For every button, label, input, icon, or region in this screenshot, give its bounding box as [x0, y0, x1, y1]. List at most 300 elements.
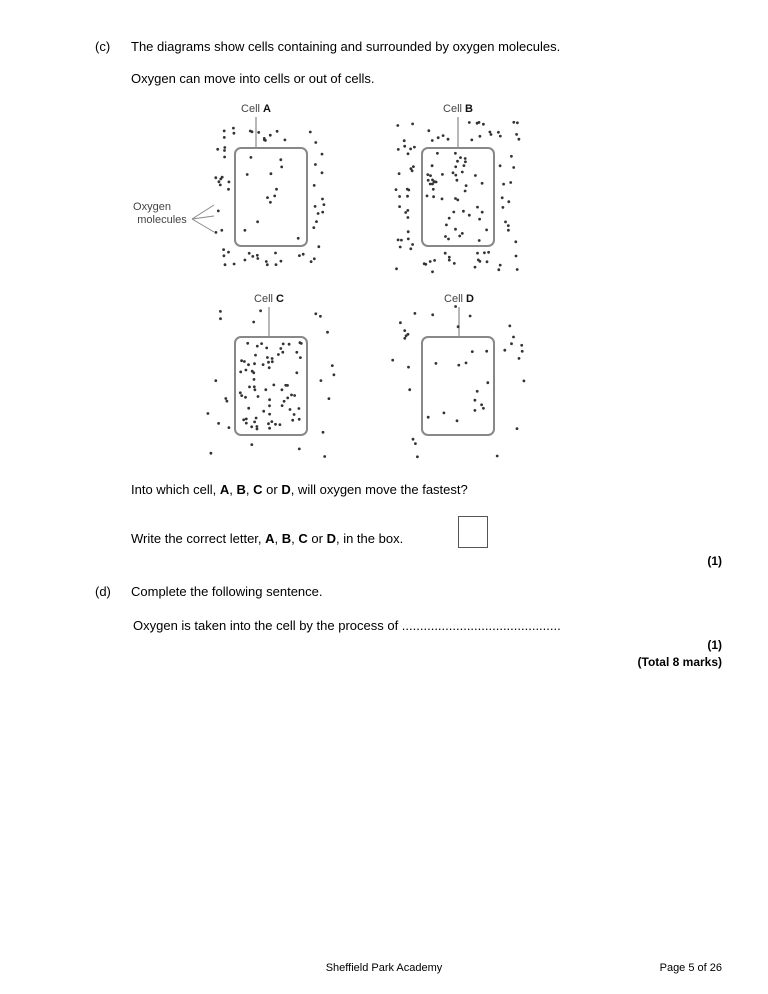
- oxygen-molecule-dot: [270, 172, 273, 175]
- oxygen-molecules-annotation: [133, 201, 214, 232]
- oxygen-molecule-dot: [247, 407, 250, 410]
- oxygen-label-line1: Oxygen: [133, 201, 171, 213]
- oxygen-molecule-dot: [444, 235, 447, 238]
- oxygen-molecule-dot: [397, 239, 400, 242]
- oxygen-molecule-dot: [280, 260, 283, 263]
- oxygen-molecule-dot: [313, 257, 316, 260]
- oxygen-molecule-dot: [255, 417, 258, 420]
- oxygen-molecule-dot: [240, 394, 243, 397]
- oxygen-molecule-dot: [269, 201, 272, 204]
- oxygen-molecule-dot: [480, 403, 483, 406]
- oxygen-molecule-dot: [289, 408, 292, 411]
- oxygen-molecule-dot: [406, 195, 409, 198]
- oxygen-molecule-dot: [256, 220, 259, 223]
- oxygen-molecule-dot: [267, 361, 270, 364]
- oxygen-molecule-dot: [233, 263, 236, 266]
- oxygen-molecule-dot: [260, 342, 263, 345]
- oxygen-molecule-dot: [403, 145, 406, 148]
- oxygen-molecule-dot: [407, 238, 410, 241]
- oxygen-molecule-dot: [251, 130, 254, 133]
- oxygen-molecule-dot: [445, 224, 448, 227]
- oxygen-molecule-dot: [300, 342, 303, 345]
- oxygen-cells-diagram: [120, 95, 540, 465]
- oxygen-molecule-dot: [400, 239, 403, 242]
- cell-a-label: Cell A: [241, 103, 271, 115]
- oxygen-molecule-dot: [431, 164, 434, 167]
- oxygen-molecule-dot: [275, 188, 278, 191]
- oxygen-molecule-dot: [263, 139, 266, 142]
- oxygen-molecule-dot: [427, 416, 430, 419]
- oxygen-molecule-dot: [282, 343, 285, 346]
- oxygen-molecule-dot: [429, 174, 432, 177]
- oxygen-molecule-dot: [407, 230, 410, 233]
- oxygen-molecule-dot: [406, 188, 409, 191]
- oxygen-molecule-dot: [302, 253, 305, 256]
- oxygen-molecule-dot: [436, 152, 439, 155]
- oxygen-molecule-dot: [457, 364, 460, 367]
- oxygen-molecule-dot: [257, 395, 260, 398]
- oxygen-molecule-dot: [431, 270, 434, 273]
- oxygen-molecule-dot: [244, 396, 247, 399]
- oxygen-molecule-dot: [271, 360, 274, 363]
- oxygen-molecule-dot: [320, 379, 323, 382]
- oxygen-molecule-dot: [516, 427, 519, 430]
- oxygen-molecule-dot: [462, 210, 465, 213]
- cell-d-group: [391, 293, 525, 458]
- oxygen-molecule-dot: [465, 184, 468, 187]
- oxygen-molecule-dot: [227, 251, 230, 254]
- oxygen-molecule-dot: [478, 239, 481, 242]
- oxygen-molecule-dot: [410, 167, 413, 170]
- oxygen-molecule-dot: [411, 243, 414, 246]
- oxygen-molecule-dot: [322, 431, 325, 434]
- oxygen-molecule-dot: [317, 212, 320, 215]
- oxygen-molecule-dot: [523, 380, 526, 383]
- oxygen-molecule-dot: [244, 259, 247, 262]
- oxygen-molecule-dot: [507, 200, 510, 203]
- oxygen-molecule-dot: [222, 248, 225, 251]
- part-d-label: (d): [95, 584, 111, 599]
- oxygen-molecule-dot: [268, 398, 271, 401]
- oxygen-molecule-dot: [454, 165, 457, 168]
- oxygen-molecule-dot: [479, 135, 482, 138]
- oxygen-molecule-dot: [216, 148, 219, 151]
- oxygen-molecule-dot: [412, 438, 415, 441]
- oxygen-molecule-dot: [267, 422, 270, 425]
- oxygen-label-line2: molecules: [137, 214, 187, 226]
- oxygen-molecule-dot: [499, 164, 502, 167]
- oxygen-molecule-dot: [246, 173, 249, 176]
- oxygen-molecule-dot: [442, 134, 445, 137]
- oxygen-molecule-dot: [474, 266, 477, 269]
- oxygen-molecule-dot: [243, 360, 246, 363]
- oxygen-molecule-dot: [295, 371, 298, 374]
- oxygen-molecule-dot: [398, 195, 401, 198]
- oxygen-molecule-dot: [214, 176, 217, 179]
- oxygen-molecule-dot: [515, 255, 518, 258]
- oxygen-molecule-dot: [245, 369, 248, 372]
- oxygen-molecule-dot: [411, 123, 414, 126]
- cell-c-label: Cell C: [254, 293, 284, 305]
- oxygen-molecule-dot: [269, 134, 272, 137]
- oxygen-molecule-dot: [452, 211, 455, 214]
- oxygen-molecule-dot: [414, 442, 417, 445]
- oxygen-molecule-dot: [299, 356, 302, 359]
- oxygen-molecule-dot: [275, 263, 278, 266]
- oxygen-molecule-dot: [499, 135, 502, 138]
- oxygen-molecule-dot: [399, 246, 402, 249]
- oxygen-molecule-dot: [397, 148, 400, 151]
- oxygen-molecule-dot: [474, 174, 477, 177]
- oxygen-molecule-dot: [321, 198, 324, 201]
- oxygen-molecule-dot: [485, 350, 488, 353]
- oxygen-molecule-dot: [471, 350, 474, 353]
- oxygen-molecule-dot: [233, 132, 236, 135]
- oxygen-molecule-dot: [441, 198, 444, 201]
- oxygen-molecule-dot: [219, 184, 222, 187]
- oxygen-molecule-dot: [281, 388, 284, 391]
- oxygen-molecule-dot: [273, 195, 276, 198]
- oxygen-molecule-dot: [252, 321, 255, 324]
- cell-a-group: [214, 103, 325, 266]
- oxygen-molecule-dot: [328, 397, 331, 400]
- oxygen-molecule-dot: [457, 325, 460, 328]
- oxygen-molecule-dot: [207, 412, 210, 415]
- oxygen-molecule-dot: [279, 158, 282, 161]
- oxygen-molecule-dot: [423, 262, 426, 265]
- oxygen-molecule-dot: [254, 388, 257, 391]
- oxygen-molecule-dot: [518, 357, 521, 360]
- oxygen-molecule-dot: [251, 370, 254, 373]
- oxygen-molecule-dot: [503, 349, 506, 352]
- oxygen-molecule-dot: [435, 362, 438, 365]
- oxygen-molecule-dot: [321, 171, 324, 174]
- oxygen-molecule-dot: [313, 184, 316, 187]
- oxygen-molecule-dot: [291, 419, 294, 422]
- oxygen-molecule-dot: [250, 443, 253, 446]
- oxygen-molecule-dot: [298, 254, 301, 257]
- cell-d-label: Cell D: [444, 293, 474, 305]
- oxygen-molecule-dot: [437, 136, 440, 139]
- oxygen-molecule-dot: [509, 181, 512, 184]
- cell-b-group: [395, 103, 521, 273]
- oxygen-molecule-dot: [315, 220, 318, 223]
- part-c-intro: The diagrams show cells containing and surrounded by oxygen molecules.: [131, 39, 561, 54]
- oxygen-molecule-dot: [479, 260, 482, 263]
- oxygen-molecule-dot: [240, 359, 243, 362]
- oxygen-molecule-dot: [253, 421, 256, 424]
- oxygen-molecule-dot: [268, 404, 271, 407]
- oxygen-molecule-dot: [256, 345, 259, 348]
- oxygen-molecule-dot: [266, 263, 269, 266]
- oxygen-molecule-dot: [226, 400, 229, 403]
- oxygen-molecule-dot: [250, 425, 253, 428]
- oxygen-molecule-dot: [242, 418, 245, 421]
- oxygen-molecule-dot: [232, 127, 235, 130]
- oxygen-molecule-dot: [214, 379, 217, 382]
- oxygen-molecule-dot: [298, 418, 301, 421]
- oxygen-molecule-dot: [456, 419, 459, 422]
- oxygen-molecule-dot: [407, 216, 410, 219]
- footer-page-number: Page 5 of 26: [659, 962, 722, 974]
- oxygen-molecule-dot: [217, 422, 220, 425]
- oxygen-molecule-dot: [297, 237, 300, 240]
- oxygen-molecule-dot: [223, 149, 226, 152]
- oxygen-molecule-dot: [474, 399, 477, 402]
- oxygen-molecule-dot: [264, 388, 267, 391]
- oxygen-molecule-dot: [288, 343, 291, 346]
- oxygen-molecule-dot: [223, 146, 226, 149]
- oxygen-molecule-dot: [245, 418, 248, 421]
- oxygen-molecule-dot: [403, 329, 406, 332]
- oxygen-molecule-dot: [257, 131, 260, 134]
- oxygen-molecule-dot: [497, 131, 500, 134]
- oxygen-molecule-dot: [521, 350, 524, 353]
- oxygen-molecule-dot: [265, 260, 268, 263]
- part-d-mark: (1): [707, 638, 722, 652]
- oxygen-molecule-dot: [454, 174, 457, 177]
- answer-box[interactable]: [458, 516, 488, 548]
- oxygen-molecule-dot: [228, 426, 231, 429]
- oxygen-molecule-dot: [485, 229, 488, 232]
- oxygen-molecule-dot: [245, 422, 248, 425]
- oxygen-molecule-dot: [497, 268, 500, 271]
- oxygen-molecule-dot: [268, 366, 271, 369]
- oxygen-molecule-dot: [314, 163, 317, 166]
- oxygen-molecule-dot: [268, 427, 271, 430]
- oxygen-molecule-dot: [461, 232, 464, 235]
- oxygen-molecule-dot: [464, 190, 467, 193]
- oxygen-molecule-dot: [228, 181, 231, 184]
- oxygen-molecule-dot: [279, 423, 282, 426]
- oxygen-molecule-dot: [391, 359, 394, 362]
- oxygen-molecule-dot: [409, 148, 412, 151]
- oxygen-molecule-dot: [454, 305, 457, 308]
- oxygen-molecule-dot: [293, 394, 296, 397]
- oxygen-molecule-dot: [262, 410, 265, 413]
- oxygen-molecule-dot: [470, 139, 473, 142]
- oxygen-molecule-dot: [404, 211, 407, 214]
- oxygen-molecule-dot: [448, 217, 451, 220]
- oxygen-molecule-dot: [253, 385, 256, 388]
- oxygen-molecule-dot: [321, 153, 324, 156]
- oxygen-molecule-dot: [483, 251, 486, 254]
- oxygen-molecule-dot: [412, 165, 415, 168]
- oxygen-molecule-dot: [281, 404, 284, 407]
- oxygen-molecule-dot: [501, 196, 504, 199]
- oxygen-molecule-dot: [331, 364, 334, 367]
- part-d-sentence: Oxygen is taken into the cell by the process of ............................................: [133, 618, 561, 633]
- oxygen-molecule-dot: [333, 373, 336, 376]
- oxygen-molecule-dot: [274, 423, 277, 426]
- oxygen-molecule-dot: [426, 173, 429, 176]
- oxygen-molecule-dot: [413, 146, 416, 149]
- oxygen-molecule-dot: [447, 138, 450, 141]
- oxygen-molecule-dot: [314, 141, 317, 144]
- oxygen-molecule-dot: [395, 267, 398, 270]
- oxygen-molecule-dot: [298, 407, 301, 410]
- oxygen-molecule-dot: [276, 130, 279, 133]
- oxygen-molecule-dot: [246, 342, 249, 345]
- oxygen-molecule-dot: [254, 354, 257, 357]
- oxygen-molecule-dot: [433, 259, 436, 262]
- oxygen-molecule-dot: [266, 356, 269, 359]
- oxygen-molecule-dot: [218, 180, 221, 183]
- oxygen-molecule-dot: [256, 428, 259, 431]
- oxygen-molecule-dot: [239, 371, 242, 374]
- oxygen-molecule-dot: [514, 240, 517, 243]
- oxygen-molecule-dot: [502, 183, 505, 186]
- oxygen-molecule-dot: [314, 312, 317, 315]
- oxygen-molecule-dot: [256, 257, 259, 260]
- oxygen-molecule-dot: [427, 179, 430, 182]
- oxygen-molecule-dot: [468, 121, 471, 124]
- oxygen-molecule-dot: [448, 256, 451, 259]
- oxygen-molecule-dot: [454, 228, 457, 231]
- oxygen-molecule-dot: [482, 407, 485, 410]
- oxygen-molecule-dot: [274, 252, 277, 255]
- cell-c-group: [207, 293, 336, 458]
- oxygen-molecule-dot: [461, 171, 464, 174]
- oxygen-molecule-dot: [219, 178, 222, 181]
- oxygen-molecule-dot: [398, 172, 401, 175]
- oxygen-molecule-dot: [408, 388, 411, 391]
- oxygen-molecule-dot: [321, 211, 324, 214]
- oxygen-molecule-dot: [293, 413, 296, 416]
- oxygen-molecule-dot: [314, 205, 317, 208]
- oxygen-molecule-dot: [224, 263, 227, 266]
- oxygen-molecule-dot: [512, 336, 515, 339]
- oxygen-molecule-dot: [279, 347, 282, 350]
- oxygen-molecule-dot: [224, 397, 227, 400]
- oxygen-molecule-dot: [476, 390, 479, 393]
- oxygen-molecule-dot: [266, 196, 269, 199]
- oxygen-molecule-dot: [486, 381, 489, 384]
- oxygen-molecule-dot: [456, 160, 459, 163]
- cell-b-label: Cell B: [443, 103, 473, 115]
- oxygen-molecule-dot: [502, 206, 505, 209]
- oxygen-molecule-dot: [239, 391, 242, 394]
- oxygen-molecule-dot: [431, 313, 434, 316]
- oxygen-molecule-dot: [481, 211, 484, 214]
- oxygen-molecule-dot: [489, 131, 492, 134]
- oxygen-molecule-dot: [507, 229, 510, 232]
- oxygen-molecule-dot: [476, 206, 479, 209]
- oxygen-molecule-dot: [223, 136, 226, 139]
- oxygen-molecule-dot: [448, 259, 451, 262]
- oxygen-molecule-dot: [253, 378, 256, 381]
- oxygen-molecule-dot: [452, 171, 455, 174]
- oxygen-molecule-dot: [395, 188, 398, 191]
- oxygen-molecule-dot: [309, 131, 312, 134]
- part-c-question: Into which cell, A, B, C or D, will oxygen move the fastest?: [131, 482, 468, 497]
- oxygen-molecule-dot: [433, 181, 436, 184]
- oxygen-molecule-dot: [499, 264, 502, 267]
- oxygen-molecule-dot: [398, 205, 401, 208]
- oxygen-molecule-dot: [281, 351, 284, 354]
- oxygen-molecule-dot: [407, 152, 410, 155]
- oxygen-molecule-dot: [217, 210, 220, 213]
- oxygen-molecule-dot: [323, 455, 326, 458]
- oxygen-molecule-dot: [248, 386, 251, 389]
- oxygen-molecule-dot: [256, 254, 259, 257]
- oxygen-molecule-dot: [250, 156, 253, 159]
- oxygen-molecule-dot: [277, 353, 280, 356]
- oxygen-molecule-dot: [454, 152, 457, 155]
- oxygen-molecule-dot: [516, 121, 519, 124]
- oxygen-molecule-dot: [518, 138, 521, 141]
- oxygen-molecule-dot: [432, 188, 435, 191]
- oxygen-molecule-dot: [416, 455, 419, 458]
- oxygen-molecule-dot: [407, 333, 410, 336]
- oxygen-molecule-dot: [504, 221, 507, 224]
- oxygen-molecule-dot: [468, 214, 471, 217]
- oxygen-molecule-dot: [487, 251, 490, 254]
- oxygen-molecule-dot: [253, 362, 256, 365]
- oxygen-molecule-dot: [456, 179, 459, 182]
- oxygen-molecule-dot: [399, 321, 402, 324]
- oxygen-molecule-dot: [223, 254, 226, 257]
- oxygen-molecule-dot: [520, 344, 523, 347]
- oxygen-molecule-dot: [512, 121, 515, 124]
- oxygen-molecule-dot: [443, 412, 446, 415]
- oxygen-molecule-dot: [496, 455, 499, 458]
- oxygen-molecule-dot: [312, 226, 315, 229]
- oxygen-molecule-dot: [478, 218, 481, 221]
- part-c-intro-2: Oxygen can move into cells or out of cells.: [131, 71, 375, 86]
- oxygen-molecule-dot: [516, 268, 519, 271]
- oxygen-molecule-dot: [244, 229, 247, 232]
- oxygen-molecule-dot: [323, 203, 326, 206]
- footer-school: Sheffield Park Academy: [325, 962, 443, 974]
- oxygen-molecule-dot: [427, 129, 430, 132]
- oxygen-molecule-dot: [248, 252, 251, 255]
- part-c-mark: (1): [707, 554, 722, 568]
- oxygen-molecule-dot: [317, 245, 320, 248]
- oxygen-molecule-dot: [298, 448, 301, 451]
- oxygen-molecule-dot: [431, 139, 434, 142]
- oxygen-molecule-dot: [515, 133, 518, 136]
- oxygen-molecule-dot: [310, 260, 313, 263]
- oxygen-molecule-dot: [247, 363, 250, 366]
- oxygen-molecule-dot: [326, 331, 329, 334]
- oxygen-molecule-dot: [223, 156, 226, 159]
- oxygen-molecule-dot: [510, 155, 513, 158]
- oxygen-molecule-dot: [465, 362, 468, 365]
- oxygen-molecule-dot: [256, 425, 259, 428]
- oxygen-molecule-dot: [453, 262, 456, 265]
- oxygen-molecule-dot: [219, 310, 222, 313]
- oxygen-molecule-dot: [510, 342, 513, 345]
- oxygen-molecule-dot: [463, 164, 466, 167]
- part-d-instruction: Complete the following sentence.: [131, 584, 323, 599]
- oxygen-molecule-dot: [441, 173, 444, 176]
- oxygen-molecule-dot: [474, 409, 477, 412]
- oxygen-molecule-dot: [284, 139, 287, 142]
- oxygen-molecule-dot: [476, 252, 479, 255]
- part-c-label: (c): [95, 39, 111, 54]
- oxygen-molecule-dot: [490, 133, 493, 136]
- oxygen-molecule-dot: [482, 123, 485, 126]
- oxygen-molecule-dot: [486, 260, 489, 263]
- oxygen-molecule-dot: [481, 182, 484, 185]
- oxygen-molecule-dot: [444, 252, 447, 255]
- oxygen-molecule-dot: [283, 400, 286, 403]
- oxygen-molecule-dot: [508, 325, 511, 328]
- oxygen-molecule-dot: [507, 224, 510, 227]
- oxygen-molecule-dot: [272, 384, 275, 387]
- part-c-instruction: Write the correct letter, A, B, C or D, in the box.: [131, 531, 404, 546]
